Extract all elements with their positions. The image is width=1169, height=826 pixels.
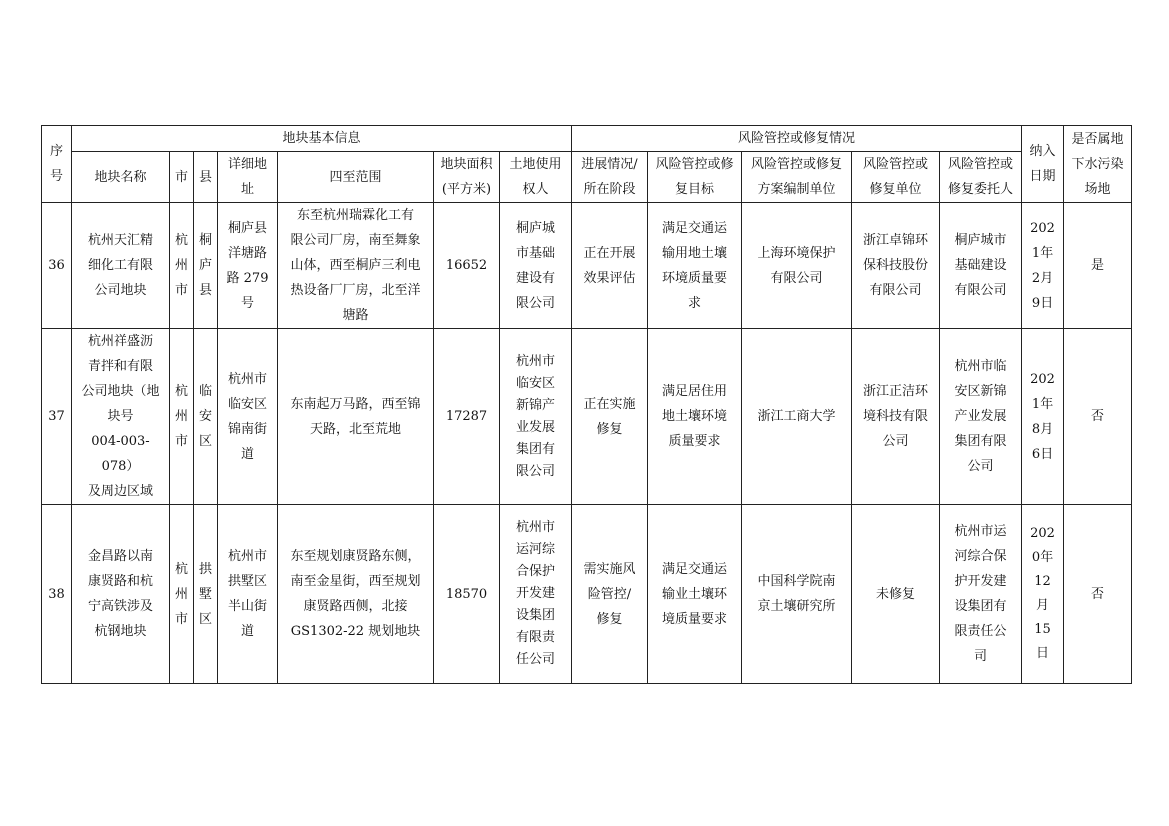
cell-repair-unit: 浙江正洁环 境科技有限 公司	[852, 329, 940, 505]
header-city: 市	[170, 152, 194, 203]
cell-date: 202 1年 2月 9日	[1022, 203, 1064, 329]
cell-city: 杭 州 市	[170, 329, 194, 505]
cell-progress: 需实施风 险管控/ 修复	[572, 505, 648, 684]
cell-city: 杭 州 市	[170, 505, 194, 684]
cell-target: 满足交通运 输业土壤环 境质量要求	[648, 505, 742, 684]
cell-bounds: 东南起万马路，西至锦 天路，北至荒地	[278, 329, 434, 505]
cell-seq: 36	[42, 203, 72, 329]
table-row	[42, 329, 1132, 505]
header-client: 风险管控或 修复委托人	[940, 152, 1022, 203]
cell-county: 临 安 区	[194, 329, 218, 505]
cell-area: 16652	[434, 203, 500, 329]
cell-city: 杭 州 市	[170, 203, 194, 329]
cell-plan-unit: 上海环境保护 有限公司	[742, 203, 852, 329]
cell-plan-unit: 中国科学院南 京土壤研究所	[742, 505, 852, 684]
site-table	[41, 125, 1132, 684]
cell-bounds: 东至杭州瑞霖化工有 限公司厂房，南至舞象 山体，西至桐庐三利电 热设备厂厂房，北至洋 塘路	[278, 203, 434, 329]
header-area: 地块面积 (平方米)	[434, 152, 500, 203]
cell-address: 桐庐县 洋塘路 路 279 号	[218, 203, 278, 329]
cell-repair-unit: 浙江卓锦环 保科技股份 有限公司	[852, 203, 940, 329]
header-column-row	[42, 152, 1132, 203]
header-progress: 进展情况/ 所在阶段	[572, 152, 648, 203]
cell-address: 杭州市 临安区 锦南街 道	[218, 329, 278, 505]
cell-county: 拱 墅 区	[194, 505, 218, 684]
cell-county: 桐 庐 县	[194, 203, 218, 329]
header-address: 详细地 址	[218, 152, 278, 203]
header-plan-unit: 风险管控或修复 方案编制单位	[742, 152, 852, 203]
cell-address: 杭州市 拱墅区 半山街 道	[218, 505, 278, 684]
header-group-risk: 风险管控或修复情况	[572, 126, 1022, 152]
cell-seq: 37	[42, 329, 72, 505]
cell-area: 17287	[434, 329, 500, 505]
header-groundwater: 是否属地 下水污染 场地	[1064, 126, 1132, 203]
cell-name: 杭州天汇精 细化工有限 公司地块	[72, 203, 170, 329]
cell-progress: 正在实施 修复	[572, 329, 648, 505]
cell-client: 杭州市临 安区新锦 产业发展 集团有限 公司	[940, 329, 1022, 505]
cell-name: 金昌路以南 康贤路和杭 宁高铁涉及 杭钢地块	[72, 505, 170, 684]
header-group-row	[42, 126, 1132, 152]
cell-name: 杭州祥盛沥 青拌和有限 公司地块（地 块号 004-003-078） 及周边区域	[72, 329, 170, 505]
cell-area: 18570	[434, 505, 500, 684]
cell-target: 满足居住用 地土壤环境 质量要求	[648, 329, 742, 505]
cell-owner: 杭州市 临安区 新锦产 业发展 集团有 限公司	[500, 329, 572, 505]
header-owner: 土地使用 权人	[500, 152, 572, 203]
cell-date: 202 0年 12 月 15 日	[1022, 505, 1064, 684]
cell-seq: 38	[42, 505, 72, 684]
header-seq: 序 号	[42, 126, 72, 203]
header-repair-unit: 风险管控或 修复单位	[852, 152, 940, 203]
cell-target: 满足交通运 输用地土壤 环境质量要 求	[648, 203, 742, 329]
cell-client: 杭州市运 河综合保 护开发建 设集团有 限责任公 司	[940, 505, 1022, 684]
cell-groundwater: 是	[1064, 203, 1132, 329]
cell-owner: 杭州市 运河综 合保护 开发建 设集团 有限责 任公司	[500, 505, 572, 684]
header-date: 纳入 日期	[1022, 126, 1064, 203]
cell-date: 202 1年 8月 6日	[1022, 329, 1064, 505]
header-name: 地块名称	[72, 152, 170, 203]
cell-owner: 桐庐城 市基础 建设有 限公司	[500, 203, 572, 329]
header-county: 县	[194, 152, 218, 203]
header-bounds: 四至范围	[278, 152, 434, 203]
cell-repair-unit: 未修复	[852, 505, 940, 684]
table-row	[42, 203, 1132, 329]
cell-client: 桐庐城市 基础建设 有限公司	[940, 203, 1022, 329]
cell-groundwater: 否	[1064, 505, 1132, 684]
header-group-basic: 地块基本信息	[72, 126, 572, 152]
header-target: 风险管控或修 复目标	[648, 152, 742, 203]
cell-groundwater: 否	[1064, 329, 1132, 505]
cell-progress: 正在开展 效果评估	[572, 203, 648, 329]
table-row	[42, 505, 1132, 684]
cell-bounds: 东至规划康贤路东侧， 南至金星街，西至规划 康贤路西侧，北接 GS1302-22 规划地块	[278, 505, 434, 684]
cell-plan-unit: 浙江工商大学	[742, 329, 852, 505]
